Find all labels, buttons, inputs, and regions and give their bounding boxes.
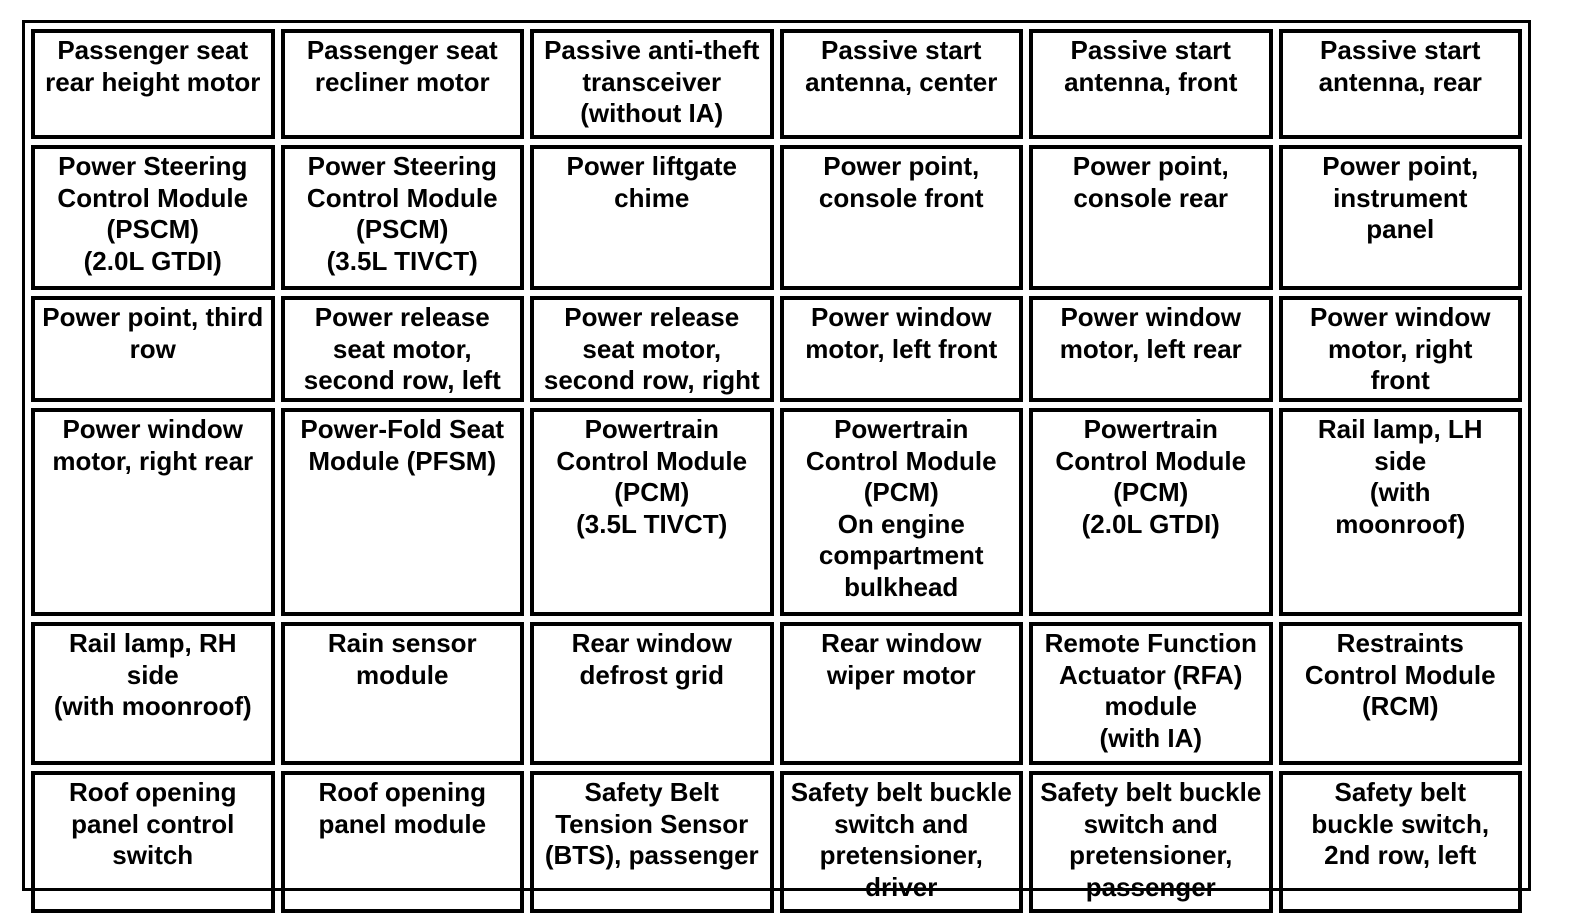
table-cell [780,408,1024,616]
cell-label: Passive start antenna, front [1064,35,1238,97]
cell-label: Safety belt buckle switch, 2nd row, left [1311,777,1490,870]
table-cell [780,771,1024,913]
cell-label: Roof opening panel module [318,777,487,839]
table-cell [31,408,275,616]
table-cell [780,296,1024,402]
table-cell [1279,622,1523,765]
cell-label: Power release seat motor, second row, left [303,302,501,395]
component-table-frame [22,20,1531,902]
cell-label: Powertrain Control Module (PCM) (3.5L TIVCT) [556,414,748,539]
cell-label: Safety Belt Tension Sensor (BTS), passenger [544,777,759,870]
cell-label: Passive start antenna, rear [1318,35,1482,97]
cell-label: Power window motor, right rear [52,414,254,476]
table-cell [780,145,1024,290]
table-cell [530,771,774,913]
table-cell [1029,296,1273,402]
cell-label: Rear window wiper motor [821,628,982,690]
table-cell [31,771,275,913]
table-cell [1279,296,1523,402]
cell-label: Passenger seat recliner motor [306,35,498,97]
table-cell [1029,622,1273,765]
table-cell [1279,145,1523,290]
cell-label: Rain sensor module [327,628,477,690]
table-cell [530,29,774,139]
cell-label: Restraints Control Module (RCM) [1304,628,1496,721]
table-cell [780,29,1024,139]
table-cell [530,296,774,402]
cell-label: Passenger seat rear height motor [45,35,261,97]
table-cell [281,296,525,402]
cell-label: Power-Fold Seat Module (PFSM) [300,414,505,476]
cell-label: Safety belt buckle switch and pretensioner, driver [790,777,1012,902]
table-cell [281,771,525,913]
table-cell [31,296,275,402]
cell-label: Power liftgate chime [566,151,737,213]
table-cell [780,622,1024,765]
cell-label: Power point, console rear [1072,151,1229,213]
table-cell [1029,29,1273,139]
cell-label: Power window motor, left front [805,302,998,364]
cell-label: Rail lamp, RH side (with moonroof) [53,628,252,721]
cell-label: Power Steering Control Module (PSCM) (3.5L TIVCT) [306,151,498,276]
table-cell [530,145,774,290]
table-cell [31,622,275,765]
table-cell [530,622,774,765]
table-cell [281,622,525,765]
cell-label: Power point, third row [42,302,264,364]
cell-label: Rear window defrost grid [571,628,732,690]
table-cell [281,29,525,139]
cell-label: Power point, console front [818,151,984,213]
cell-label: Power release seat motor, second row, right [543,302,760,395]
cell-label: Rail lamp, LH side (with moonroof) [1317,414,1483,539]
cell-label: Power window motor, left rear [1059,302,1242,364]
table-cell [281,145,525,290]
table-cell [1279,408,1523,616]
table-cell [31,145,275,290]
table-cell [31,29,275,139]
cell-label: Roof opening panel control switch [68,777,237,870]
cell-label: Passive anti-theft transceiver (without IA) [544,35,760,128]
cell-label: Safety belt buckle switch and pretensioner, passenger [1040,777,1262,902]
table-cell [1029,145,1273,290]
table-cell [1279,29,1523,139]
cell-label: Passive start antenna, center [805,35,998,97]
table-cell [530,408,774,616]
component-table [31,29,1522,902]
cell-label: Power window motor, right front [1309,302,1491,395]
cell-label: Remote Function Actuator (RFA) module (with IA) [1044,628,1257,753]
table-cell [1029,771,1273,913]
cell-label: Power Steering Control Module (PSCM) (2.0L GTDI) [57,151,249,276]
table-cell [1279,771,1523,913]
table-cell [281,408,525,616]
cell-label: Power point, instrument panel [1322,151,1479,244]
cell-label: Powertrain Control Module (PCM) On engine compartment bulkhead [805,414,997,602]
cell-label: Powertrain Control Module (PCM) (2.0L GTDI) [1055,414,1247,539]
table-cell [1029,408,1273,616]
